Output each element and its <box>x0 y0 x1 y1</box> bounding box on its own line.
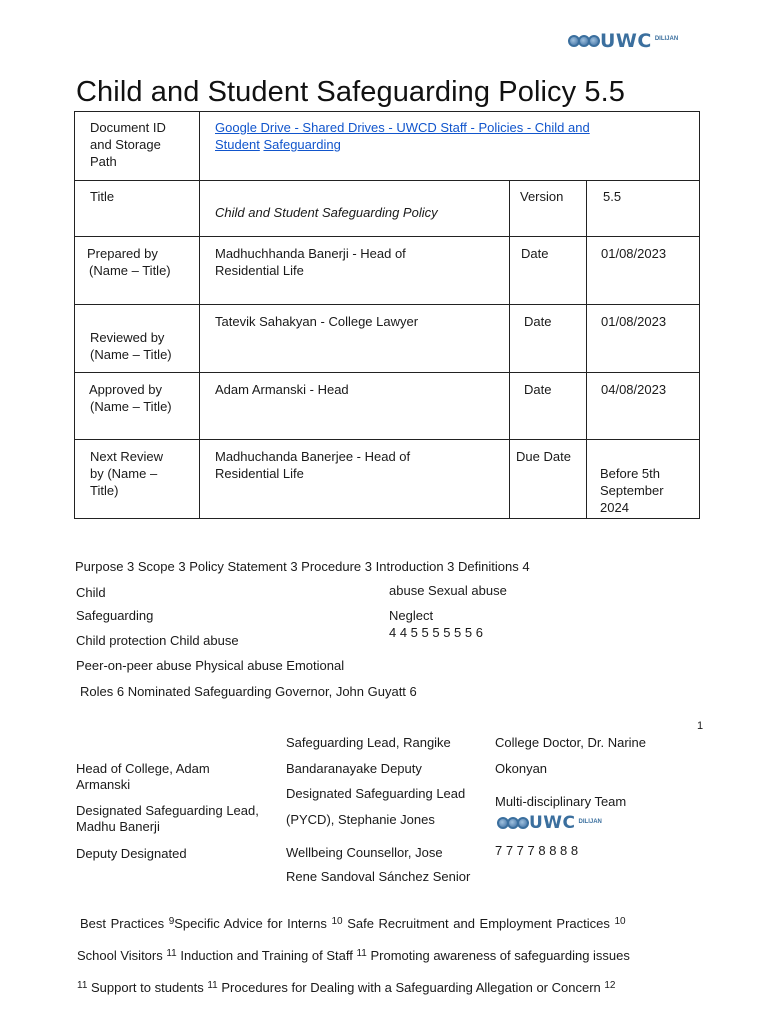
reviewed-date-label: Date <box>524 314 552 329</box>
approved-date-label: Date <box>524 382 552 397</box>
toc-col2-line: Wellbeing Counsellor, Jose <box>286 845 443 860</box>
toc-entry: Induction and Training of Staff <box>176 948 357 963</box>
toc-col1-line: Deputy Designated <box>76 846 187 861</box>
version-value: 5.5 <box>603 189 622 204</box>
approved-date: 04/08/2023 <box>601 382 667 397</box>
table-row <box>75 112 700 181</box>
toc-col2-line: Safeguarding Lead, Rangike <box>286 735 451 750</box>
table-row <box>75 305 700 373</box>
doc-id-label-cell <box>75 112 200 181</box>
storage-path-link-safeguarding[interactable]: Safeguarding <box>263 137 341 152</box>
toc-col1-line: Armanski <box>76 777 131 792</box>
toc-page-ref: 10 <box>614 916 626 927</box>
next-review-label-2: by (Name – <box>90 466 158 481</box>
next-review-value-2: Residential Life <box>215 466 304 481</box>
storage-path-link-student[interactable]: Student <box>215 137 260 152</box>
toc-page-ref: 9 <box>168 916 175 927</box>
toc-entry: Procedures for Dealing with a Safeguarding Allegation or Concern <box>217 980 605 995</box>
toc-col1-line: Designated Safeguarding Lead, <box>76 803 259 818</box>
page-title: Child and Student Safeguarding Policy 5.5 <box>76 76 626 108</box>
logo-wordmark: UWC <box>529 813 576 833</box>
prepared-value-2: Residential Life <box>215 263 304 278</box>
prepared-label-2: (Name – Title) <box>89 263 171 278</box>
toc-entry: Best Practices <box>80 916 169 931</box>
toc-roles: Roles 6 Nominated Safeguarding Governor, John Guyatt 6 <box>80 684 417 699</box>
toc-line: Purpose 3 Scope 3 Policy Statement 3 Procedure 3 Introduction 3 Definitions 4 <box>75 559 530 574</box>
due-date-label: Due Date <box>516 449 571 464</box>
prepared-value-1: Madhuchhanda Banerji - Head of <box>215 246 406 261</box>
toc-col2-line: Bandaranayake Deputy <box>286 761 422 776</box>
table-row <box>75 181 700 237</box>
toc-entry: Support to students <box>87 980 208 995</box>
logo-subtext: DILIJAN <box>654 36 679 42</box>
toc-col3-numbers: 7 7 7 7 8 8 8 8 <box>495 843 579 858</box>
toc-col3-line: Multi-disciplinary Team <box>495 794 627 809</box>
toc-col3-line: Okonyan <box>495 761 548 776</box>
uwc-logo-small <box>497 813 602 833</box>
toc-child-protection: Child protection Child abuse <box>76 633 239 648</box>
logo-wordmark: UWC <box>600 30 652 52</box>
table-row <box>75 237 700 305</box>
toc-col2-line: Designated Safeguarding Lead <box>286 786 466 801</box>
title-value: Child and Student Safeguarding Policy <box>215 205 438 220</box>
approved-value: Adam Armanski - Head <box>215 382 349 397</box>
toc-peer-abuse: Peer-on-peer abuse Physical abuse Emotional <box>76 658 345 673</box>
approved-label-1: Approved by <box>89 382 162 397</box>
doc-id-label-1: Document ID <box>90 120 166 135</box>
toc-col2-line: Rene Sandoval Sánchez Senior <box>286 869 471 884</box>
toc-child: Child <box>76 585 106 600</box>
approved-label-2: (Name – Title) <box>90 399 172 414</box>
doc-id-label-2: and Storage <box>90 137 161 152</box>
toc-col1-line: Madhu Banerji <box>76 819 160 834</box>
toc-best-practices-line <box>77 945 630 964</box>
table-row <box>75 373 700 440</box>
toc-best-practices-line <box>77 977 616 996</box>
reviewed-value: Tatevik Sahakyan - College Lawyer <box>215 314 419 329</box>
due-date-3: 2024 <box>600 500 629 515</box>
toc-col2-line: (PYCD), Stephanie Jones <box>286 812 435 827</box>
document-info-table <box>74 111 700 519</box>
due-date-1: Before 5th <box>600 466 660 481</box>
toc-safeguarding: Safeguarding <box>76 608 154 623</box>
page-number: 1 <box>697 720 704 732</box>
toc-page-ref: 11 <box>207 980 218 991</box>
toc-col1-line: Head of College, Adam <box>76 761 210 776</box>
next-review-label-1: Next Review <box>90 449 163 464</box>
prepared-label-1: Prepared by <box>87 246 158 261</box>
doc-id-label-3: Path <box>90 154 117 169</box>
toc-abuse-sexual: abuse Sexual abuse <box>389 583 507 598</box>
due-date-2: September <box>600 483 664 498</box>
toc-page-ref: 11 <box>166 948 177 959</box>
toc-numbers: 4 4 5 5 5 5 5 5 6 <box>389 625 483 640</box>
toc-neglect: Neglect <box>389 608 434 623</box>
reviewed-label-2: (Name – Title) <box>90 347 172 362</box>
version-label: Version <box>520 189 564 204</box>
storage-path-link[interactable]: Google Drive - Shared Drives - UWCD Staff - Policies - Child and <box>215 120 590 135</box>
next-review-value-1: Madhuchanda Banerjee - Head of <box>215 449 411 464</box>
globe-icon <box>497 817 527 829</box>
prepared-date-label: Date <box>521 246 549 261</box>
toc-entry: Specific Advice for Interns <box>174 916 332 931</box>
reviewed-date: 01/08/2023 <box>601 314 667 329</box>
toc-page-ref: 12 <box>604 980 616 991</box>
toc-entry: Safe Recruitment and Employment Practices <box>342 916 615 931</box>
uwc-logo <box>568 30 678 52</box>
title-label: Title <box>90 189 115 204</box>
table-row <box>75 440 700 519</box>
reviewed-label-1: Reviewed by <box>90 330 165 345</box>
toc-page-ref: 11 <box>77 980 88 991</box>
next-review-label-3: Title) <box>90 483 119 498</box>
doc-path-cell <box>200 112 700 181</box>
logo-subtext: DILIJAN <box>578 819 602 825</box>
toc-best-practices-line <box>80 913 626 932</box>
prepared-date: 01/08/2023 <box>601 246 667 261</box>
toc-entry: School Visitors <box>77 948 167 963</box>
toc-col3-line: College Doctor, Dr. Narine <box>495 735 647 750</box>
globe-icon <box>568 35 598 47</box>
toc-entry: Promoting awareness of safeguarding issues <box>366 948 630 963</box>
toc-page-ref: 11 <box>356 948 367 959</box>
toc-page-ref: 10 <box>331 916 343 927</box>
